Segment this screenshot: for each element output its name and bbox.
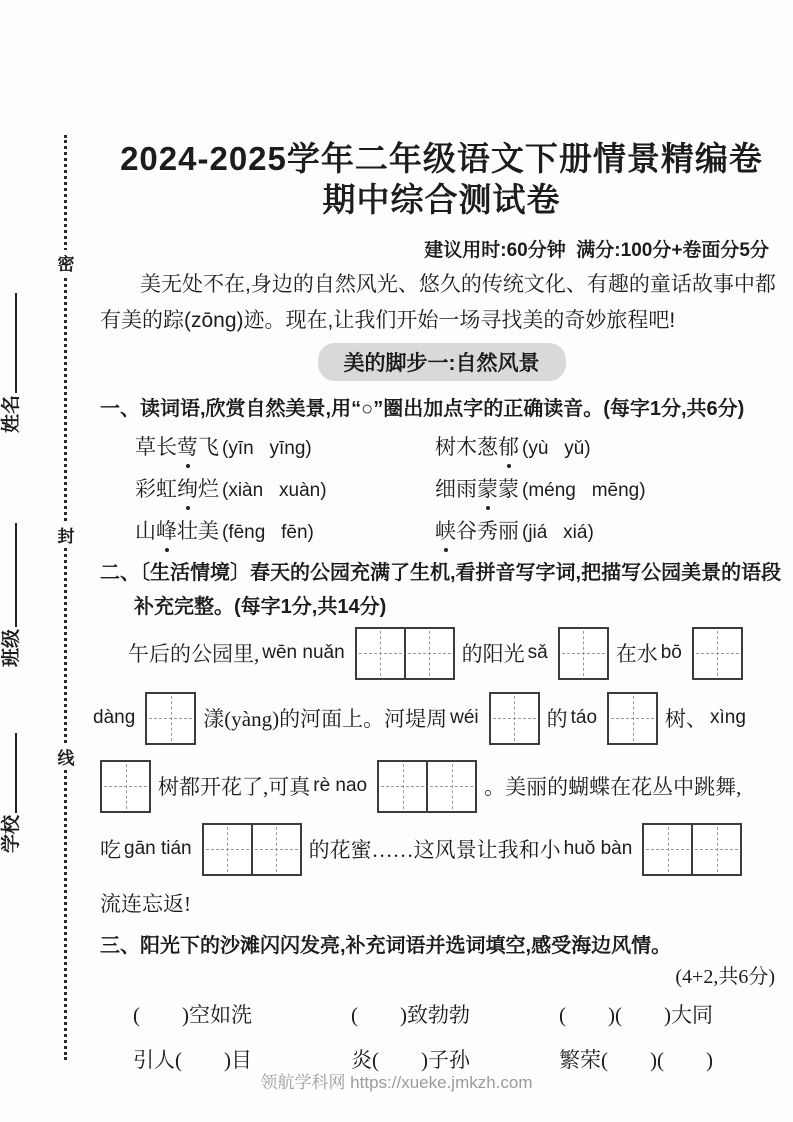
writing-box[interactable]: [202, 823, 302, 876]
writing-box[interactable]: [489, 692, 540, 745]
q3-blank-item[interactable]: 炎( )子孙: [351, 1047, 470, 1072]
intro-line2: 有美的踪(zōng)迹。现在,让我们开始一场寻找美的奇妙旅程吧!: [100, 308, 676, 332]
q2-line-3: 树都开花了,可真 rè nao 。美丽的蝴蝶在花丛中跳舞,: [100, 760, 783, 813]
q1-items: [135, 431, 783, 545]
q3-blank-item[interactable]: ( )致勃勃: [351, 1002, 470, 1027]
class-blank-line[interactable]: [0, 523, 17, 627]
q1-item-4: 细雨蒙蒙 (méng mēng): [435, 473, 783, 503]
dotted-char: 莺: [177, 431, 198, 461]
writing-box[interactable]: [558, 627, 609, 680]
q2-line-2: dàng 漾(yàng)的河面上。河堤周 wéi 的 táo 树、 xìng: [90, 692, 783, 745]
name-blank-line[interactable]: [0, 293, 17, 393]
q1-item-6: 峡谷秀丽 (jiá xiá): [435, 515, 783, 545]
dotted-char: 峰: [156, 515, 177, 545]
seal-char-feng: 封: [55, 522, 77, 547]
pinyin-options[interactable]: (jiá xiá): [522, 521, 594, 543]
dotted-char: 郁: [498, 431, 519, 461]
dotted-char: 绚: [177, 473, 198, 503]
q2-line-5: 流连忘返!: [100, 891, 191, 916]
school-label: 学校: [1, 814, 22, 853]
q3-items: [133, 999, 783, 1074]
name-field: [0, 293, 22, 433]
section-badge: 美的脚步一:自然风景: [318, 343, 566, 381]
q2-heading-line2: 补充完整。(每字1分,共14分): [134, 595, 387, 618]
writing-box[interactable]: [355, 627, 455, 680]
class-label: 班级: [1, 628, 22, 667]
class-field: [0, 523, 22, 667]
q1-item-5: 山峰壮美 (fēng fēn): [135, 515, 435, 545]
pinyin-options[interactable]: (yù yǔ): [522, 437, 591, 459]
school-field: [0, 733, 22, 853]
exam-title-line1: 2024-2025学年二年级语文下册情景精编卷: [120, 140, 763, 177]
time-score-info: 建议用时:60分钟 满分:100分+卷面分5分: [424, 239, 769, 261]
q3-score: (4+2,共6分): [675, 965, 775, 988]
q1-heading: 一、读词语,欣赏自然美景,用“○”圈出加点字的正确读音。(每字1分,共6分): [100, 397, 745, 420]
seal-char-mi: 密: [55, 250, 77, 275]
intro-line1: 美无处不在,身边的自然风光、悠久的传统文化、有趣的童话故事中都: [140, 272, 776, 296]
writing-box[interactable]: [145, 692, 196, 745]
pinyin-options[interactable]: (méng mēng): [522, 479, 646, 501]
seal-char-xian: 线: [55, 744, 77, 769]
q3-blank-item[interactable]: ( )空如洗: [133, 1002, 252, 1027]
q2-heading-line1: 二、〔生活情境〕春天的公园充满了生机,看拼音写字词,把描写公园美景的语段: [100, 561, 782, 584]
q2-line-1: 午后的公园里, wēn nuǎn 的阳光 sǎ 在水 bō: [128, 627, 783, 680]
dotted-char: 峡: [435, 515, 456, 545]
writing-box[interactable]: [692, 627, 743, 680]
writing-box[interactable]: [607, 692, 658, 745]
q3-blank-item[interactable]: 繁荣( )( ): [559, 1047, 713, 1072]
name-label: 姓名: [1, 394, 22, 433]
watermark: 领航学科网 https://xueke.jmkzh.com: [260, 1073, 533, 1092]
q1-item-2: 树木葱郁 (yù yǔ): [435, 431, 783, 461]
q1-item-1: 草长莺飞 (yīn yīng): [135, 431, 435, 461]
school-blank-line[interactable]: [0, 733, 17, 813]
q3-blank-item[interactable]: ( )( )大同: [559, 1002, 713, 1027]
pinyin-options[interactable]: (xiàn xuàn): [222, 479, 327, 501]
q3-blank-item[interactable]: 引人( )目: [133, 1047, 252, 1072]
exam-content: [93, 138, 783, 1074]
pinyin-options[interactable]: (fēng fēn): [222, 521, 314, 543]
writing-box[interactable]: [377, 760, 477, 813]
pinyin-options[interactable]: (yīn yīng): [222, 437, 312, 459]
writing-box[interactable]: [100, 760, 151, 813]
section-badge-row: [100, 343, 783, 381]
q2-line-4: 吃 gān tián 的花蜜……这风景让我和小 huǒ bàn: [100, 823, 783, 876]
exam-title-line2: 期中综合测试卷: [322, 181, 561, 219]
q3-heading: 三、阳光下的沙滩闪闪发亮,补充词语并选词填空,感受海边风情。: [100, 934, 672, 957]
writing-box[interactable]: [642, 823, 742, 876]
dotted-char: 蒙: [477, 473, 498, 503]
q1-item-3: 彩虹绚烂 (xiàn xuàn): [135, 473, 435, 503]
